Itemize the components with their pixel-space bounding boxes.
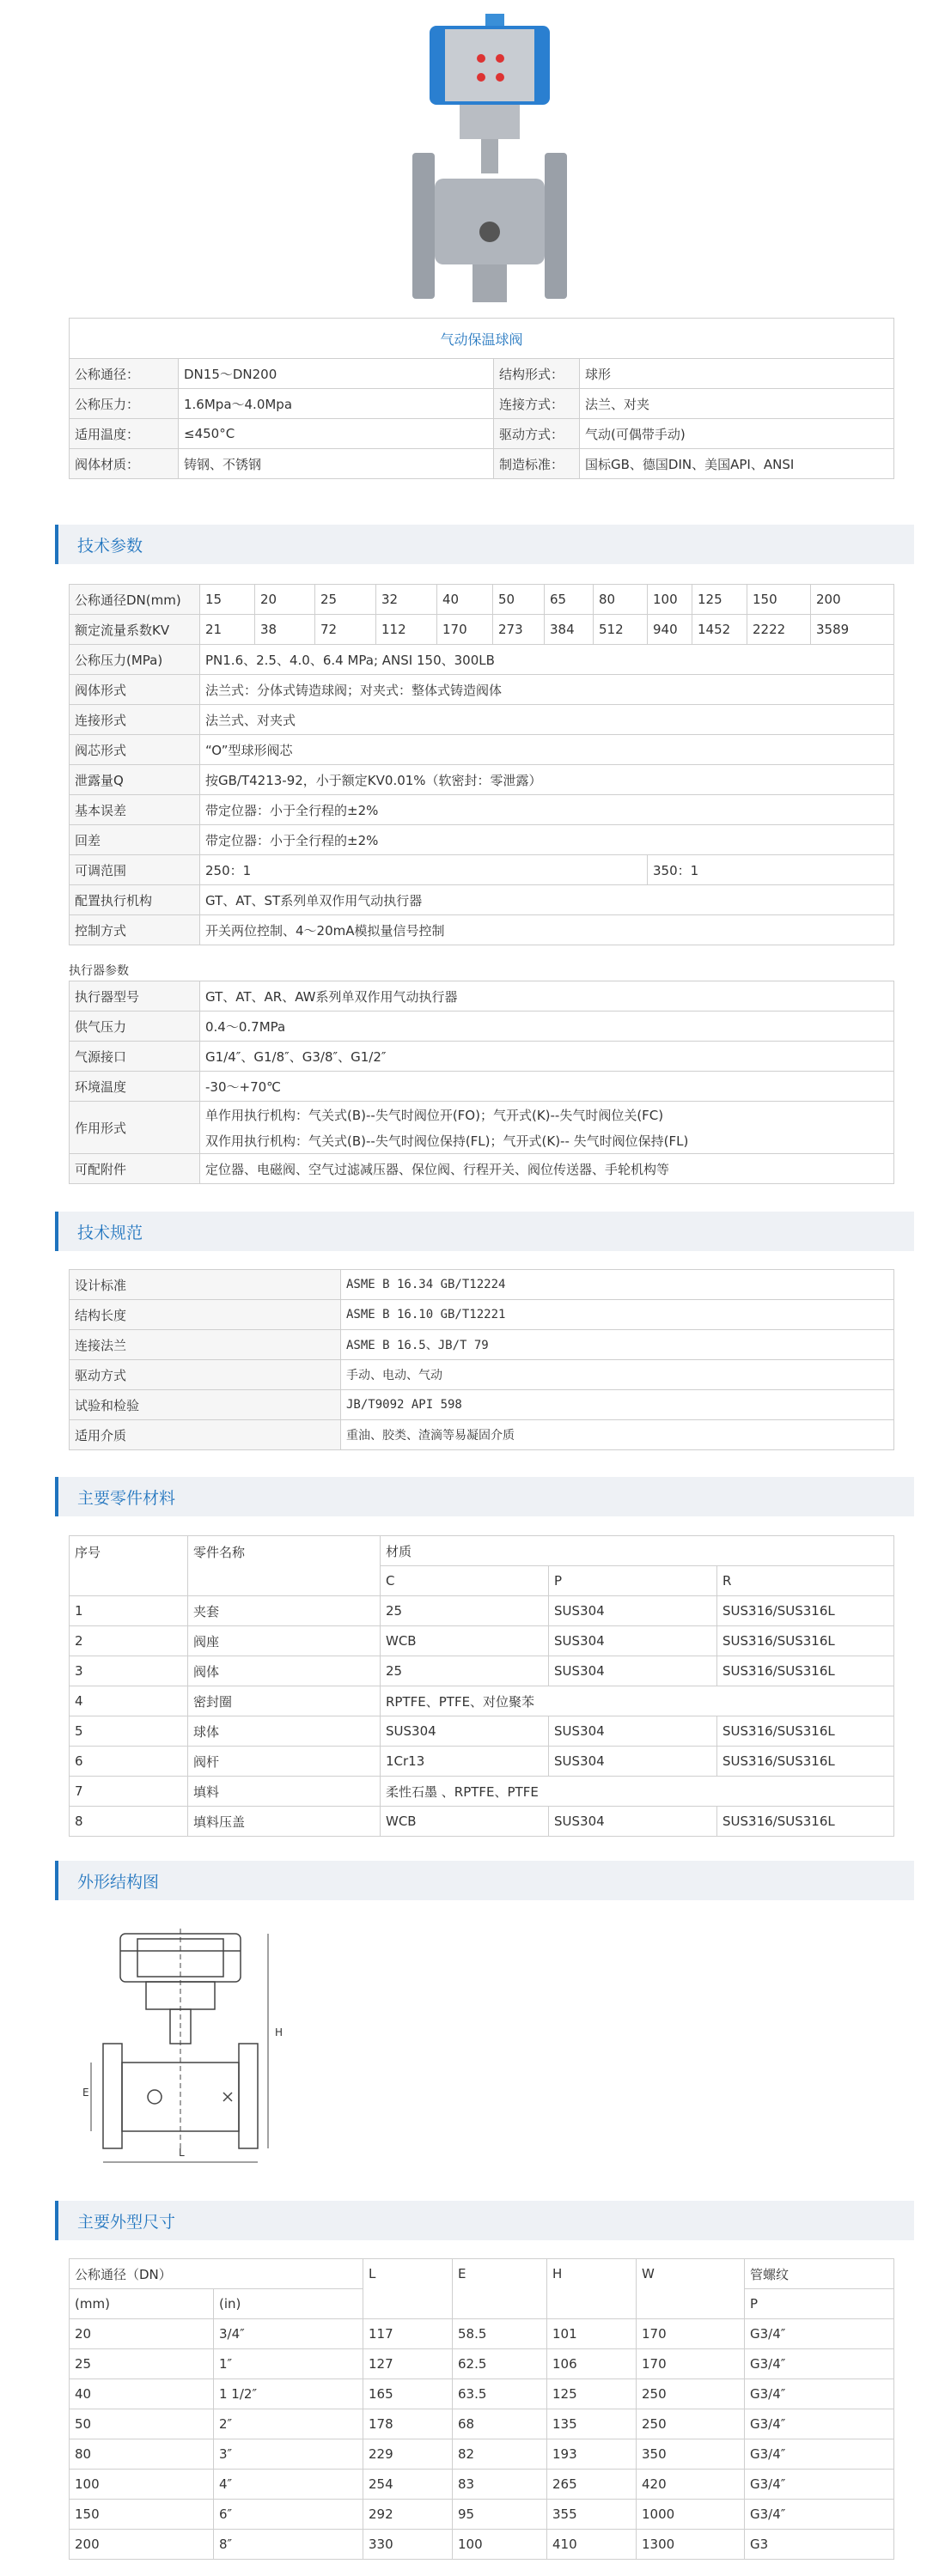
table-cell: 1300 bbox=[637, 2530, 745, 2560]
table-cell: 法兰式：分体式铸造球阀；对夹式：整体式铸造阀体 bbox=[200, 675, 894, 705]
table-cell: 结构长度 bbox=[70, 1300, 341, 1330]
table-cell: ≤450°C bbox=[179, 419, 494, 449]
table-cell: 20 bbox=[255, 585, 315, 615]
table-cell: 100 bbox=[70, 2470, 214, 2500]
table-cell: 额定流量系数KV bbox=[70, 615, 200, 645]
table-row bbox=[70, 419, 894, 449]
table-cell: 阀体 bbox=[188, 1656, 381, 1686]
table-cell: 8 bbox=[70, 1807, 188, 1837]
table-cell: 32 bbox=[376, 585, 437, 615]
table-cell: 178 bbox=[363, 2409, 453, 2439]
table-cell: G3/4″ bbox=[745, 2500, 894, 2530]
tech-params-table bbox=[69, 584, 894, 945]
table-cell: 带定位器：小于全行程的±2% bbox=[200, 825, 894, 855]
table-cell: 15 bbox=[200, 585, 255, 615]
table-cell: 229 bbox=[363, 2439, 453, 2470]
table-cell: 按GB/T4213-92，小于额定KV0.01%（软密封：零泄露） bbox=[200, 765, 894, 795]
table-row bbox=[70, 585, 894, 615]
table-cell: 国标GB、德国DIN、美国API、ANSI bbox=[580, 449, 894, 479]
table-cell: 管螺纹 bbox=[745, 2259, 894, 2289]
table-cell: 7 bbox=[70, 1777, 188, 1807]
table-cell: ASME B 16.10 GB/T12221 bbox=[341, 1300, 894, 1330]
table-cell: 公称通径： bbox=[70, 359, 179, 389]
section-materials bbox=[55, 1477, 914, 1516]
table-cell: 控制方式 bbox=[70, 915, 200, 945]
table-row bbox=[70, 675, 894, 705]
table-cell: 阀体形式 bbox=[70, 675, 200, 705]
table-cell: 材质 bbox=[381, 1536, 894, 1566]
table-cell: 63.5 bbox=[453, 2379, 547, 2409]
table-cell: 1 bbox=[70, 1596, 188, 1626]
table-cell: 柔性石墨 、RPTFE、PTFE bbox=[381, 1777, 894, 1807]
table-cell: 结构形式： bbox=[494, 359, 580, 389]
section-tech-params-title: 技术参数 bbox=[77, 537, 143, 556]
table-cell: 填料 bbox=[188, 1777, 381, 1807]
table-cell: 193 bbox=[547, 2439, 637, 2470]
table-cell: 62.5 bbox=[453, 2349, 547, 2379]
table-row bbox=[70, 2379, 894, 2409]
materials-table bbox=[69, 1535, 894, 1837]
table-cell: 法兰、对夹 bbox=[580, 389, 894, 419]
table-cell: 1000 bbox=[637, 2500, 745, 2530]
table-cell: 重油、胶类、渣滴等易凝固介质 bbox=[341, 1420, 894, 1450]
table-cell: ASME B 16.5、JB/T 79 bbox=[341, 1330, 894, 1360]
table-cell: 150 bbox=[747, 585, 811, 615]
table-cell: 200 bbox=[811, 585, 894, 615]
table-cell: 80 bbox=[594, 585, 648, 615]
table-cell: 20 bbox=[70, 2319, 214, 2349]
table-cell: 127 bbox=[363, 2349, 453, 2379]
table-cell: 制造标准： bbox=[494, 449, 580, 479]
table-cell: H bbox=[547, 2259, 637, 2319]
table-cell: 200 bbox=[70, 2530, 214, 2560]
table-cell: GT、AT、ST系列单双作用气动执行器 bbox=[200, 885, 894, 915]
section-materials-title: 主要零件材料 bbox=[77, 1489, 176, 1508]
table-cell: 执行器型号 bbox=[70, 981, 200, 1012]
table-cell: C bbox=[381, 1566, 549, 1596]
table-cell: 试验和检验 bbox=[70, 1390, 341, 1420]
table-cell: 8″ bbox=[214, 2530, 363, 2560]
table-row bbox=[70, 645, 894, 675]
table-cell: W bbox=[637, 2259, 745, 2319]
table-cell: 250：1 bbox=[200, 855, 648, 885]
table-cell: 可配附件 bbox=[70, 1154, 200, 1184]
table-row bbox=[70, 1747, 894, 1777]
table-cell: 设计标准 bbox=[70, 1270, 341, 1300]
table-cell: P bbox=[745, 2289, 894, 2319]
table-row bbox=[70, 1012, 894, 1042]
table-cell: WCB bbox=[381, 1626, 549, 1656]
section-tech-spec bbox=[55, 1212, 914, 1251]
table-cell: 连接方式： bbox=[494, 389, 580, 419]
table-cell: 1.6Mpa～4.0Mpa bbox=[179, 389, 494, 419]
table-row bbox=[70, 359, 894, 389]
table-cell: 阀杆 bbox=[188, 1747, 381, 1777]
table-cell: RPTFE、PTFE、对位聚苯 bbox=[381, 1686, 894, 1716]
table-cell: 150 bbox=[70, 2500, 214, 2530]
table-row bbox=[70, 2349, 894, 2379]
table-cell: 公称压力： bbox=[70, 389, 179, 419]
table-row bbox=[70, 765, 894, 795]
table-cell: 265 bbox=[547, 2470, 637, 2500]
table-row bbox=[70, 1777, 894, 1807]
table-cell: 1452 bbox=[692, 615, 747, 645]
table-cell: WCB bbox=[381, 1807, 549, 1837]
table-row bbox=[70, 1300, 894, 1330]
table-row bbox=[70, 2409, 894, 2439]
table-cell: 65 bbox=[545, 585, 594, 615]
table-cell: 泄露量Q bbox=[70, 765, 200, 795]
table-cell: 可调范围 bbox=[70, 855, 200, 885]
table-cell: 117 bbox=[363, 2319, 453, 2349]
table-cell: G3 bbox=[745, 2530, 894, 2560]
table-cell: 配置执行机构 bbox=[70, 885, 200, 915]
table-cell: P bbox=[549, 1566, 717, 1596]
table-cell: 铸钢、不锈钢 bbox=[179, 449, 494, 479]
table-cell: 连接形式 bbox=[70, 705, 200, 735]
table-cell: G3/4″ bbox=[745, 2409, 894, 2439]
table-cell: 连接法兰 bbox=[70, 1330, 341, 1360]
table-cell: 阀座 bbox=[188, 1626, 381, 1656]
table-cell: 夹套 bbox=[188, 1596, 381, 1626]
overview-table bbox=[69, 318, 894, 479]
table-cell: SUS304 bbox=[549, 1596, 717, 1626]
table-cell: 5 bbox=[70, 1716, 188, 1747]
table-cell: SUS316/SUS316L bbox=[717, 1807, 894, 1837]
table-cell: 4″ bbox=[214, 2470, 363, 2500]
table-row bbox=[70, 389, 894, 419]
table-cell: 6″ bbox=[214, 2500, 363, 2530]
table-cell: 阀芯形式 bbox=[70, 735, 200, 765]
table-cell: 密封圈 bbox=[188, 1686, 381, 1716]
table-cell: 106 bbox=[547, 2349, 637, 2379]
table-cell: 适用温度： bbox=[70, 419, 179, 449]
table-cell: 基本误差 bbox=[70, 795, 200, 825]
table-cell: 1Cr13 bbox=[381, 1747, 549, 1777]
table-cell: 3 bbox=[70, 1656, 188, 1686]
table-cell: PN1.6、2.5、4.0、6.4 MPa; ANSI 150、300LB bbox=[200, 645, 894, 675]
table-cell: 适用介质 bbox=[70, 1420, 341, 1450]
table-cell: 公称通径DN(mm) bbox=[70, 585, 200, 615]
table-cell: 273 bbox=[493, 615, 545, 645]
table-row bbox=[70, 2500, 894, 2530]
table-cell: SUS316/SUS316L bbox=[717, 1716, 894, 1747]
dimensions-table bbox=[69, 2258, 894, 2560]
table-cell: 350 bbox=[637, 2439, 745, 2470]
table-row bbox=[70, 705, 894, 735]
table-cell: 2″ bbox=[214, 2409, 363, 2439]
table-cell: 384 bbox=[545, 615, 594, 645]
table-cell: 公称压力(MPa) bbox=[70, 645, 200, 675]
table-cell: 125 bbox=[547, 2379, 637, 2409]
table-cell: 82 bbox=[453, 2439, 547, 2470]
table-cell: 135 bbox=[547, 2409, 637, 2439]
table-cell: G3/4″ bbox=[745, 2379, 894, 2409]
table-row bbox=[70, 1686, 894, 1716]
table-cell: ASME B 16.34 GB/T12224 bbox=[341, 1270, 894, 1300]
table-cell: 40 bbox=[437, 585, 493, 615]
table-cell: SUS304 bbox=[381, 1716, 549, 1747]
table-cell: 292 bbox=[363, 2500, 453, 2530]
table-cell: 2 bbox=[70, 1626, 188, 1656]
table-cell: 420 bbox=[637, 2470, 745, 2500]
table-cell: 25 bbox=[70, 2349, 214, 2379]
table-row bbox=[70, 1656, 894, 1686]
table-cell: 6 bbox=[70, 1747, 188, 1777]
table-cell: 38 bbox=[255, 615, 315, 645]
table-row bbox=[70, 2470, 894, 2500]
tech-spec-table bbox=[69, 1269, 894, 1450]
table-cell: 72 bbox=[315, 615, 376, 645]
table-cell: 100 bbox=[453, 2530, 547, 2560]
table-cell: 170 bbox=[437, 615, 493, 645]
table-cell: SUS316/SUS316L bbox=[717, 1626, 894, 1656]
table-cell: R bbox=[717, 1566, 894, 1596]
table-cell: 作用形式 bbox=[70, 1102, 200, 1154]
table-cell: 供气压力 bbox=[70, 1012, 200, 1042]
table-cell: 环境温度 bbox=[70, 1072, 200, 1102]
table-cell: 驱动方式 bbox=[70, 1360, 341, 1390]
table-cell: 50 bbox=[493, 585, 545, 615]
drawing-label-l: L bbox=[179, 2147, 185, 2159]
table-cell: SUS316/SUS316L bbox=[717, 1596, 894, 1626]
table-cell: 手动、电动、气动 bbox=[341, 1360, 894, 1390]
table-cell: 125 bbox=[692, 585, 747, 615]
table-cell: 25 bbox=[381, 1596, 549, 1626]
table-cell: 83 bbox=[453, 2470, 547, 2500]
table-row bbox=[70, 1596, 894, 1626]
table-row bbox=[70, 2439, 894, 2470]
table-cell: 355 bbox=[547, 2500, 637, 2530]
table-cell: DN15～DN200 bbox=[179, 359, 494, 389]
table-cell: 2222 bbox=[747, 615, 811, 645]
table-cell: 法兰式、对夹式 bbox=[200, 705, 894, 735]
table-cell: 3589 bbox=[811, 615, 894, 645]
table-cell: 双作用执行机构：气关式(B)--失气时阀位保持(FL)；气开式(K)-- 失气时阀位保持(FL) bbox=[200, 1127, 894, 1154]
table-cell: SUS304 bbox=[549, 1626, 717, 1656]
table-cell: 定位器、电磁阀、空气过滤减压器、保位阀、行程开关、阀位传送器、手轮机构等 bbox=[200, 1154, 894, 1184]
actuator-table bbox=[69, 981, 894, 1184]
table-row bbox=[70, 1270, 894, 1300]
table-cell: 21 bbox=[200, 615, 255, 645]
table-cell: SUS316/SUS316L bbox=[717, 1656, 894, 1686]
table-row bbox=[70, 735, 894, 765]
table-row bbox=[70, 1807, 894, 1837]
table-row bbox=[70, 2259, 894, 2289]
table-cell: 100 bbox=[648, 585, 692, 615]
table-row bbox=[70, 885, 894, 915]
table-cell: 350：1 bbox=[648, 855, 894, 885]
table-cell: 带定位器：小于全行程的±2% bbox=[200, 795, 894, 825]
table-cell: 25 bbox=[381, 1656, 549, 1686]
table-cell: 512 bbox=[594, 615, 648, 645]
table-cell: 填料压盖 bbox=[188, 1807, 381, 1837]
table-cell: 95 bbox=[453, 2500, 547, 2530]
table-cell: 68 bbox=[453, 2409, 547, 2439]
section-drawing-title: 外形结构图 bbox=[77, 1873, 160, 1892]
table-row bbox=[70, 1716, 894, 1747]
table-row bbox=[70, 2319, 894, 2349]
table-row bbox=[70, 1102, 894, 1128]
drawing-label-e: E bbox=[82, 2087, 89, 2099]
table-cell: JB/T9092 API 598 bbox=[341, 1390, 894, 1420]
table-cell: 3″ bbox=[214, 2439, 363, 2470]
table-cell: 气动(可偶带手动) bbox=[580, 419, 894, 449]
table-cell: 1 1/2″ bbox=[214, 2379, 363, 2409]
table-cell: 250 bbox=[637, 2379, 745, 2409]
table-cell: SUS304 bbox=[549, 1747, 717, 1777]
table-cell: L bbox=[363, 2259, 453, 2319]
section-drawing bbox=[55, 1861, 914, 1900]
table-cell: (in) bbox=[214, 2289, 363, 2319]
table-row bbox=[70, 1072, 894, 1102]
table-cell: 开关两位控制、4～20mA模拟量信号控制 bbox=[200, 915, 894, 945]
table-cell: 1″ bbox=[214, 2349, 363, 2379]
table-row bbox=[70, 1042, 894, 1072]
table-cell: 50 bbox=[70, 2409, 214, 2439]
overview-title: 气动保温球阀 bbox=[70, 319, 894, 359]
table-cell: 250 bbox=[637, 2409, 745, 2439]
table-cell: 球形 bbox=[580, 359, 894, 389]
table-cell: 气源接口 bbox=[70, 1042, 200, 1072]
table-cell: 3/4″ bbox=[214, 2319, 363, 2349]
section-tech-params bbox=[55, 525, 914, 564]
table-row bbox=[70, 1360, 894, 1390]
table-cell: “O”型球形阀芯 bbox=[200, 735, 894, 765]
table-row bbox=[70, 615, 894, 645]
table-row bbox=[70, 825, 894, 855]
table-row bbox=[70, 2530, 894, 2560]
drawing-label-h: H bbox=[275, 2026, 284, 2038]
table-cell: 4 bbox=[70, 1686, 188, 1716]
table-cell: GT、AT、AR、AW系列单双作用气动执行器 bbox=[200, 981, 894, 1012]
table-cell: 驱动方式： bbox=[494, 419, 580, 449]
table-row bbox=[70, 1330, 894, 1360]
table-cell: -30～+70℃ bbox=[200, 1072, 894, 1102]
table-cell: 80 bbox=[70, 2439, 214, 2470]
table-row bbox=[70, 1390, 894, 1420]
table-cell: 254 bbox=[363, 2470, 453, 2500]
table-cell: 40 bbox=[70, 2379, 214, 2409]
table-cell: SUS304 bbox=[549, 1807, 717, 1837]
product-photo bbox=[395, 7, 584, 306]
table-cell: 球体 bbox=[188, 1716, 381, 1747]
table-cell: (mm) bbox=[70, 2289, 214, 2319]
table-row bbox=[70, 449, 894, 479]
table-cell: G3/4″ bbox=[745, 2470, 894, 2500]
table-cell: G1/4″、G1/8″、G3/8″、G1/2″ bbox=[200, 1042, 894, 1072]
table-row bbox=[70, 1536, 894, 1566]
table-row bbox=[70, 1420, 894, 1450]
table-cell: 112 bbox=[376, 615, 437, 645]
table-row bbox=[70, 915, 894, 945]
table-cell: 170 bbox=[637, 2319, 745, 2349]
section-tech-spec-title: 技术规范 bbox=[77, 1224, 143, 1242]
table-cell: 0.4～0.7MPa bbox=[200, 1012, 894, 1042]
table-cell: G3/4″ bbox=[745, 2319, 894, 2349]
table-cell: 回差 bbox=[70, 825, 200, 855]
table-cell: 410 bbox=[547, 2530, 637, 2560]
section-dimensions bbox=[55, 2201, 914, 2240]
table-cell: G3/4″ bbox=[745, 2349, 894, 2379]
table-cell: G3/4″ bbox=[745, 2439, 894, 2470]
table-row bbox=[70, 855, 894, 885]
outline-drawing bbox=[77, 1917, 292, 2174]
table-cell: 330 bbox=[363, 2530, 453, 2560]
table-cell: E bbox=[453, 2259, 547, 2319]
table-row bbox=[70, 981, 894, 1012]
table-cell: 58.5 bbox=[453, 2319, 547, 2349]
table-row bbox=[70, 1626, 894, 1656]
table-cell: 公称通径（DN） bbox=[70, 2259, 363, 2289]
table-cell: 940 bbox=[648, 615, 692, 645]
table-cell: 165 bbox=[363, 2379, 453, 2409]
table-cell: 25 bbox=[315, 585, 376, 615]
table-row bbox=[70, 1154, 894, 1184]
table-cell: 序号 bbox=[70, 1536, 188, 1596]
table-cell: 170 bbox=[637, 2349, 745, 2379]
actuator-params-label: 执行器参数 bbox=[69, 964, 129, 978]
table-cell: 101 bbox=[547, 2319, 637, 2349]
table-cell: 单作用执行机构：气关式(B)--失气时阀位开(FO)；气开式(K)--失气时阀位关(FC) bbox=[200, 1102, 894, 1128]
table-cell: SUS304 bbox=[549, 1656, 717, 1686]
table-cell: SUS316/SUS316L bbox=[717, 1747, 894, 1777]
section-dimensions-title: 主要外型尺寸 bbox=[77, 2213, 176, 2232]
table-cell: 零件名称 bbox=[188, 1536, 381, 1596]
table-cell: SUS304 bbox=[549, 1716, 717, 1747]
table-cell: 阀体材质： bbox=[70, 449, 179, 479]
table-row bbox=[70, 795, 894, 825]
